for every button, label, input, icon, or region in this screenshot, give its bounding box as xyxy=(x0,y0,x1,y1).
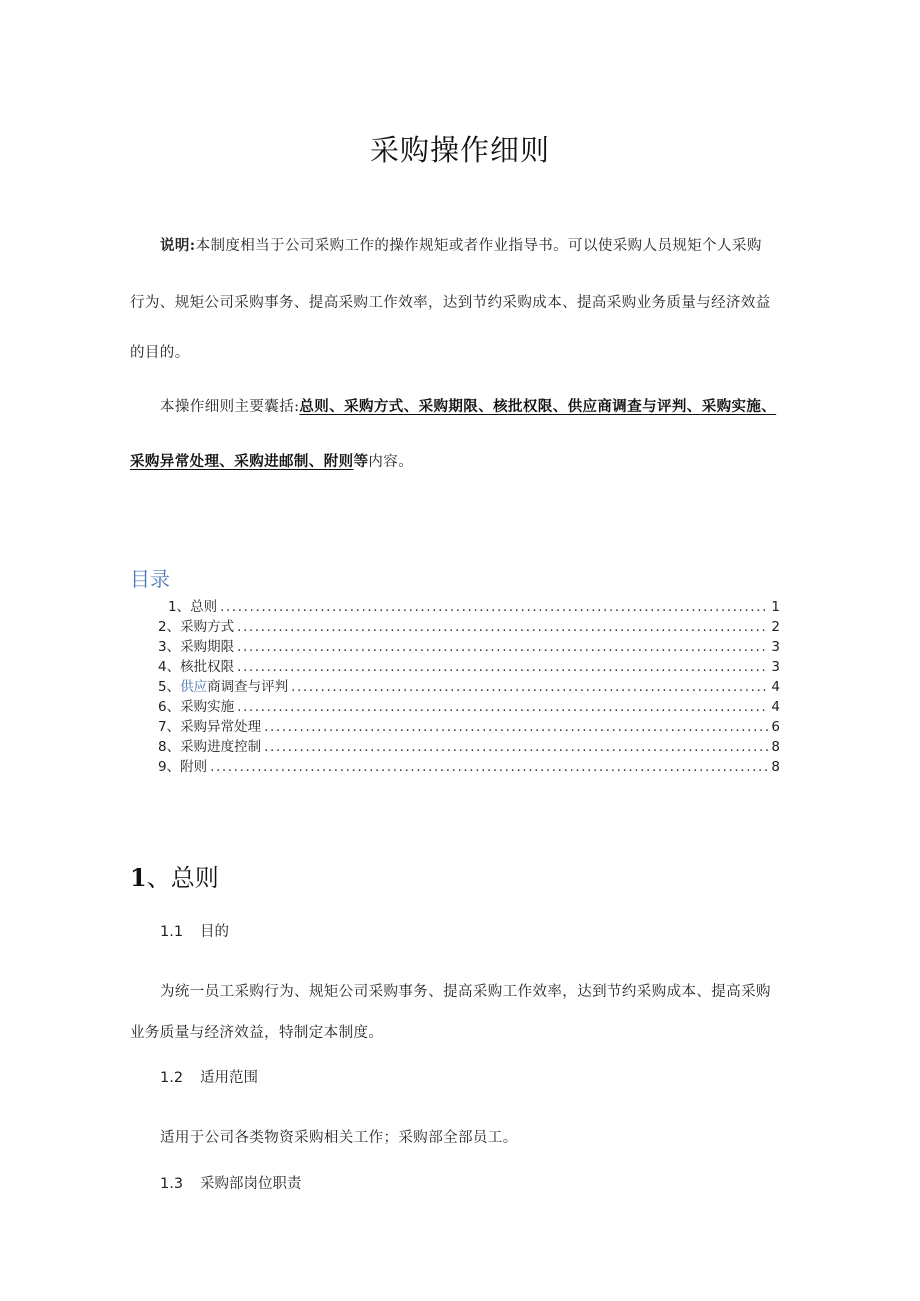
toc-item-label: 采购异常处理 xyxy=(180,719,262,735)
toc-heading: 目录 xyxy=(130,567,170,591)
toc-item-label: 采购进度控制 xyxy=(180,739,262,755)
toc-item-number: 6、 xyxy=(158,699,181,715)
purpose-line-1: 为统一员工采购行为、规矩公司采购事务、提高采购工作效率，达到节约采购成本、提高采购 xyxy=(160,984,771,1000)
intro-lead-label: 说明: xyxy=(160,237,196,254)
toc-item-label: 总则 xyxy=(190,599,218,615)
section-1-heading xyxy=(130,858,219,893)
toc-item-number: 4、 xyxy=(158,659,181,675)
subsection-number: 1.3 xyxy=(160,1176,184,1192)
toc-item-page: 6 xyxy=(771,719,780,735)
toc-leader-dots xyxy=(237,637,768,657)
subsection-title: 适用范围 xyxy=(200,1070,258,1086)
toc-item-label: 核批权限 xyxy=(180,659,235,675)
toc-item-label-rest: 商调查与评判 xyxy=(207,679,289,695)
scope-suffix-bold: 等 xyxy=(353,453,369,470)
subsection-number: 1.1 xyxy=(160,924,184,940)
toc-item-number: 1、 xyxy=(168,599,191,615)
toc-item-approval-authority[interactable] xyxy=(158,657,780,677)
subsection-title: 采购部岗位职责 xyxy=(200,1176,302,1192)
toc-leader-dots xyxy=(264,737,768,757)
scope-line-2 xyxy=(130,452,800,472)
toc-item-supplementary[interactable] xyxy=(158,757,780,777)
toc-item-number: 7、 xyxy=(158,719,181,735)
toc-item-progress-control[interactable] xyxy=(158,737,780,757)
toc-item-label xyxy=(180,677,288,697)
document-title: 采购操作细则 xyxy=(369,133,550,167)
toc-item-page: 4 xyxy=(771,679,780,695)
toc-leader-dots xyxy=(210,757,768,777)
intro-text-1: 本制度相当于公司采购工作的操作规矩或者作业指导书。可以使采购人员规矩个人采购 xyxy=(195,238,762,254)
section-number: 1 xyxy=(130,863,147,892)
scope-topics-1: 总则、采购方式、采购期限、核批权限、供应商调查与评判、采购实施、 xyxy=(299,398,777,415)
subsection-1-3-heading xyxy=(160,1172,302,1193)
toc-item-label: 采购实施 xyxy=(180,699,235,715)
toc-item-number: 9、 xyxy=(158,759,181,775)
toc-item-number: 8、 xyxy=(158,739,181,755)
toc-item-page: 3 xyxy=(771,639,780,655)
toc-item-purchase-period[interactable] xyxy=(158,637,780,657)
toc-item-general[interactable] xyxy=(158,597,780,617)
toc-item-page: 1 xyxy=(771,599,780,615)
subsection-title: 目的 xyxy=(200,924,229,940)
subsection-1-2-heading xyxy=(160,1066,258,1087)
toc-item-purchase-methods[interactable] xyxy=(158,617,780,637)
toc-item-number: 5、 xyxy=(158,679,181,695)
toc-item-page: 8 xyxy=(771,759,780,775)
toc-leader-dots xyxy=(237,657,768,677)
toc-item-page: 8 xyxy=(771,739,780,755)
scope-line-1 xyxy=(160,397,800,417)
toc-leader-dots xyxy=(237,617,768,637)
scope-of-application: 适用于公司各类物资采购相关工作；采购部全部员工。 xyxy=(160,1130,518,1146)
scope-topics-2: 采购异常处理、采购进邮制、附则 xyxy=(130,453,354,470)
section-separator: 、 xyxy=(146,864,171,892)
toc-leader-dots xyxy=(291,677,768,697)
toc-item-page: 2 xyxy=(771,619,780,635)
toc-item-label-highlight: 供应 xyxy=(180,679,208,695)
intro-line-1 xyxy=(160,236,800,256)
subsection-number: 1.2 xyxy=(160,1070,184,1086)
toc-item-page: 3 xyxy=(771,659,780,675)
intro-line-2: 行为、规矩公司采购事务、提高采购工作效率，达到节约采购成本、提高采购业务质量与经济效益 xyxy=(130,295,771,311)
table-of-contents xyxy=(158,597,780,777)
toc-item-supplier-evaluation[interactable] xyxy=(158,677,780,697)
purpose-line-2: 业务质量与经济效益，特制定本制度。 xyxy=(130,1025,384,1041)
toc-item-label: 采购期限 xyxy=(180,639,235,655)
toc-item-number: 3、 xyxy=(158,639,181,655)
toc-leader-dots xyxy=(220,597,768,617)
toc-leader-dots xyxy=(264,717,768,737)
intro-line-3: 的目的。 xyxy=(130,345,190,361)
scope-prefix: 本操作细则主要囊括: xyxy=(160,399,300,415)
toc-item-purchase-implementation[interactable] xyxy=(158,697,780,717)
toc-item-number: 2、 xyxy=(158,619,181,635)
toc-leader-dots xyxy=(237,697,768,717)
toc-item-label: 附则 xyxy=(180,759,208,775)
toc-item-label: 采购方式 xyxy=(180,619,235,635)
subsection-1-1-heading xyxy=(160,920,229,941)
toc-item-page: 4 xyxy=(771,699,780,715)
scope-suffix: 内容。 xyxy=(368,454,414,470)
toc-item-exception-handling[interactable] xyxy=(158,717,780,737)
section-title: 总则 xyxy=(170,864,219,892)
